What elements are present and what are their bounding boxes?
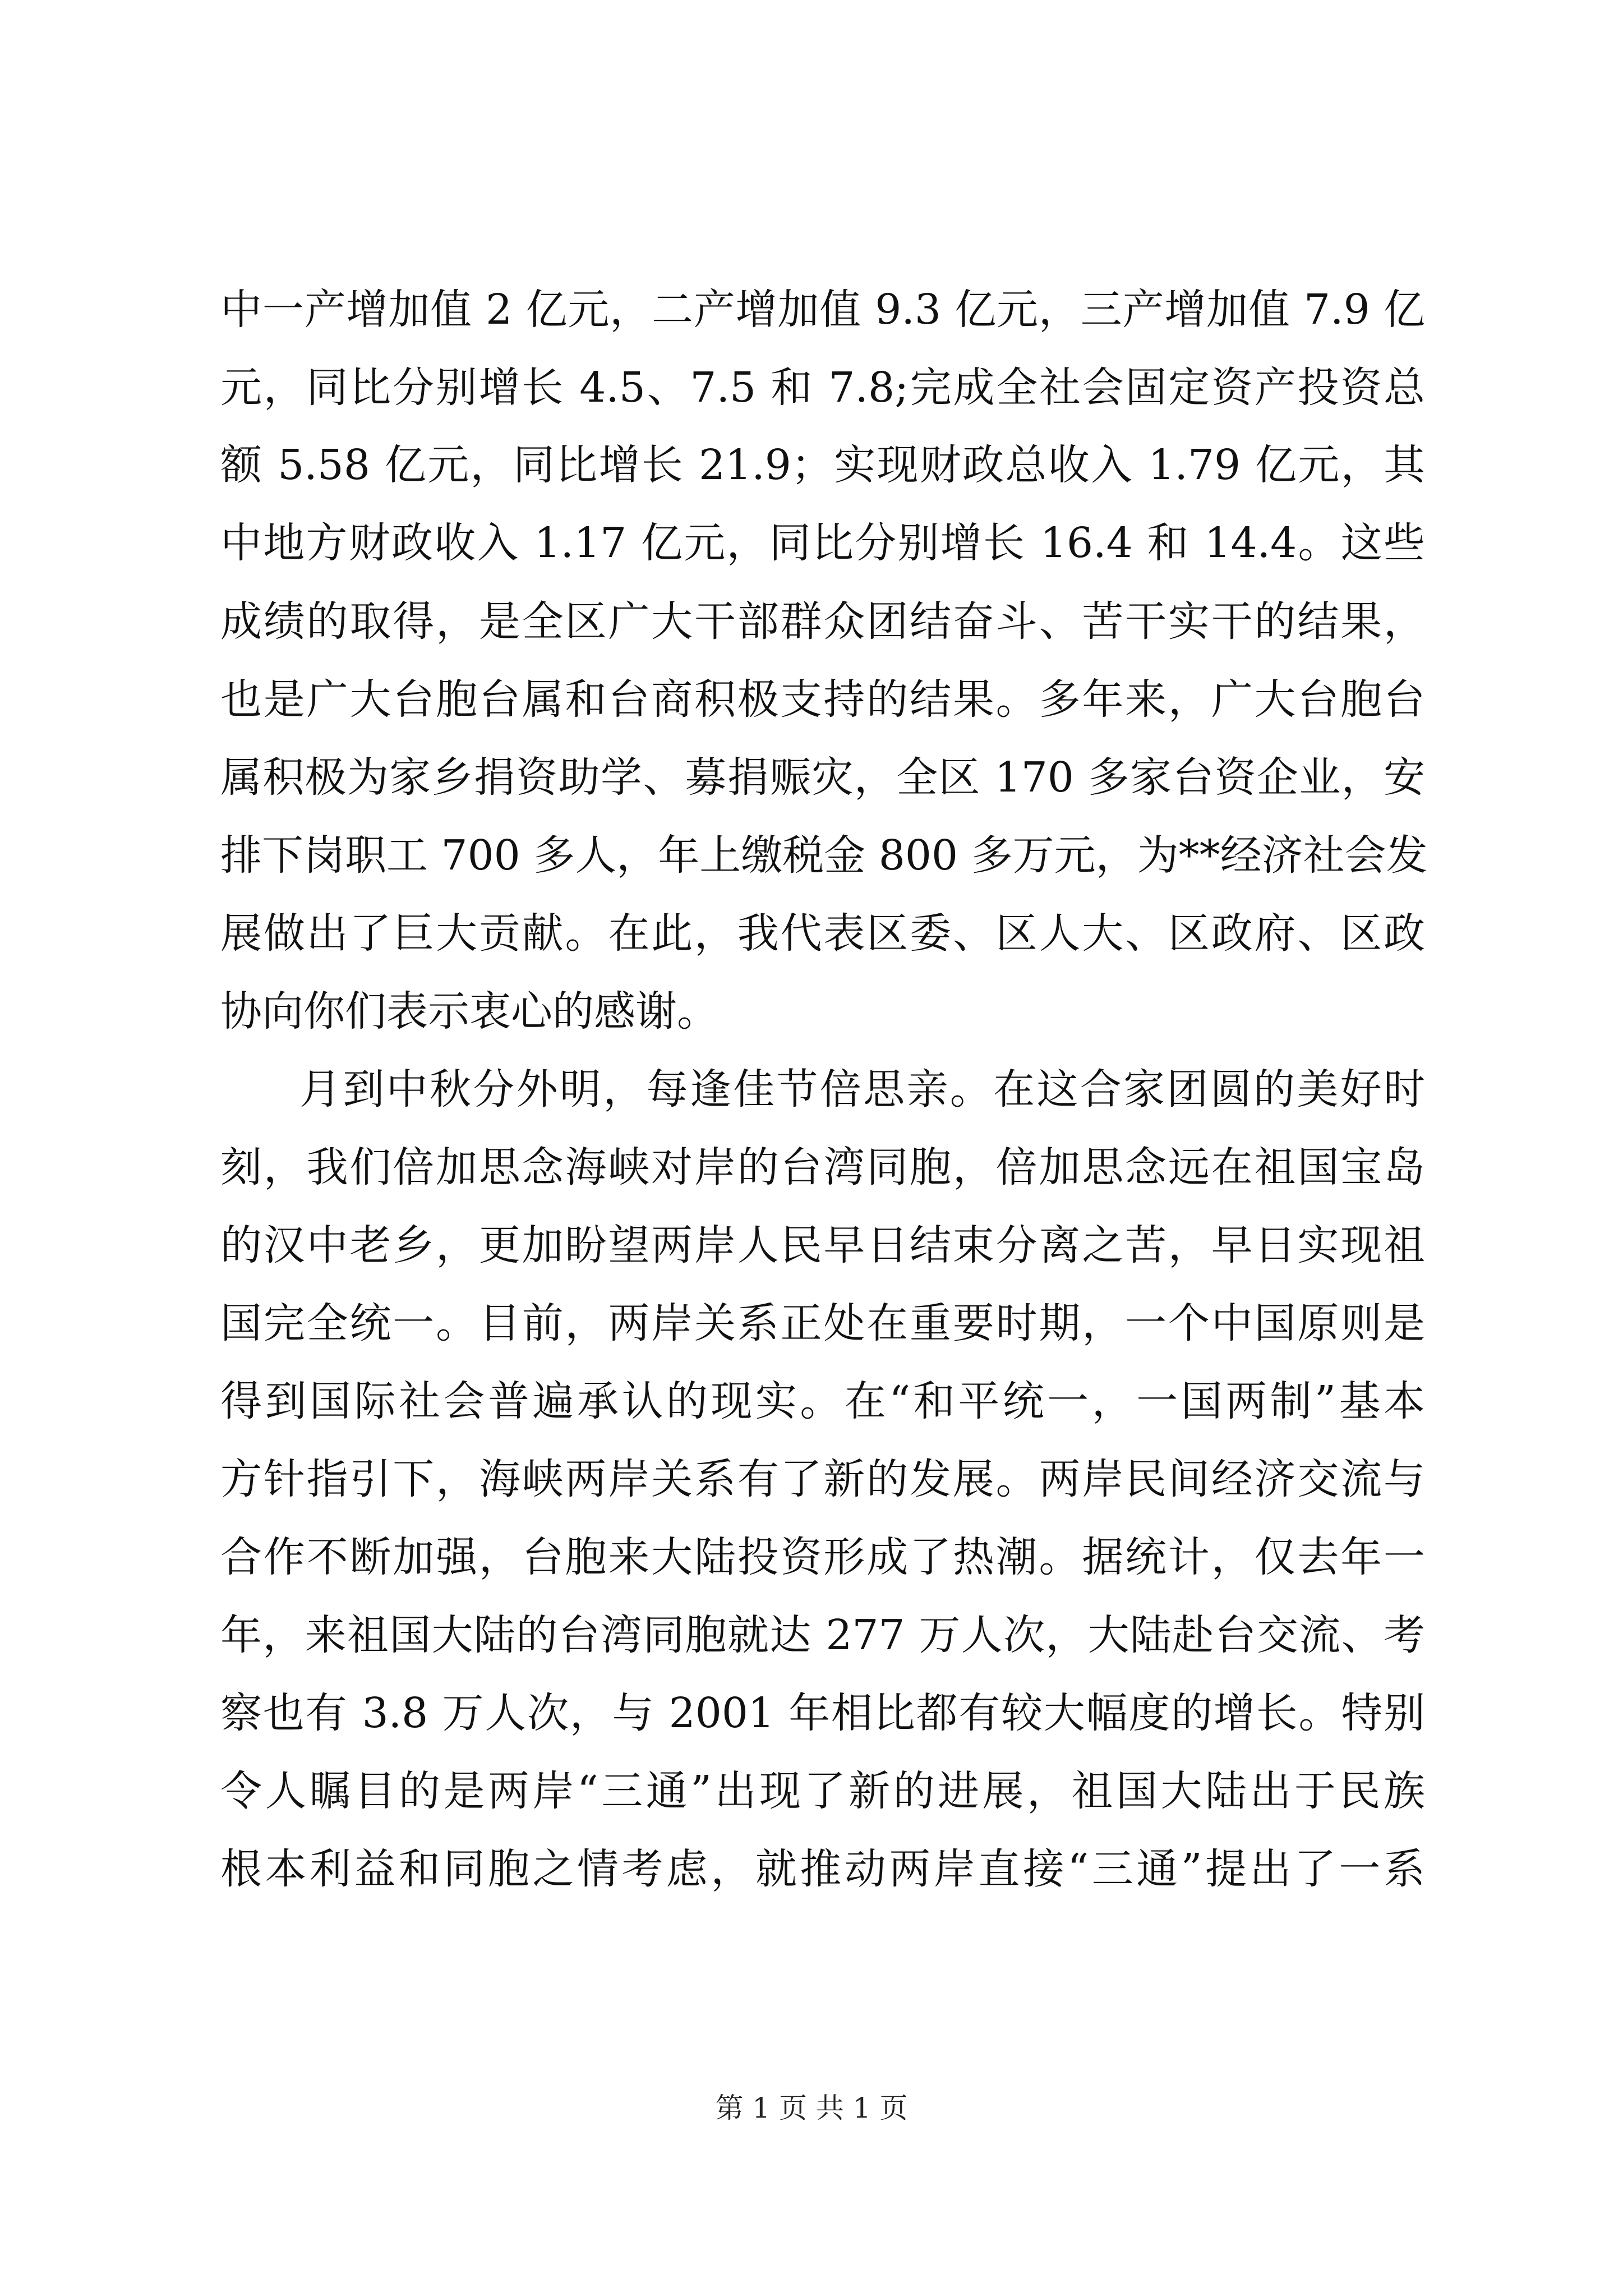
paragraph-2-line-8: 年，来祖国大陆的台湾同胞就达 277 万人次，大陆赴台交流、考	[220, 1611, 1425, 1659]
paragraph-2-line-9: 察也有 3.8 万人次，与 2001 年相比都有较大幅度的增长。特别	[220, 1689, 1425, 1737]
paragraph-2-line-3: 的汉中老乡，更加盼望两岸人民早日结束分离之苦，早日实现祖	[220, 1221, 1425, 1269]
paragraph-1-line-8: 排下岗职工 700 多人，年上缴税金 800 多万元，为**经济社会发	[220, 831, 1428, 880]
paragraph-2-line-6: 方针指引下，海峡两岸关系有了新的发展。两岸民间经济交流与	[220, 1455, 1425, 1503]
paragraph-2-line-11: 根本利益和同胞之情考虑，就推动两岸直接“三通”提出了一系	[220, 1845, 1425, 1893]
paragraph-2-line-4: 国完全统一。目前，两岸关系正处在重要时期，一个中国原则是	[220, 1299, 1425, 1347]
paragraph-1-line-6: 也是广大台胞台属和台商积极支持的结果。多年来，广大台胞台	[220, 675, 1425, 724]
paragraph-2-line-2: 刻，我们倍加思念海峡对岸的台湾同胞，倍加思念远在祖国宝岛	[220, 1143, 1425, 1191]
page-number-footer: 第 1 页 共 1 页	[715, 2092, 908, 2124]
paragraph-1-line-5: 成绩的取得，是全区广大干部群众团结奋斗、苦干实干的结果，	[220, 597, 1425, 646]
paragraph-1-line-4: 中地方财政收入 1.17 亿元，同比分别增长 16.4 和 14.4。这些	[220, 519, 1425, 567]
paragraph-2-line-7: 合作不断加强，台胞来大陆投资形成了热潮。据统计，仅去年一	[220, 1533, 1425, 1581]
paragraph-1-line-7: 属积极为家乡捐资助学、募捐赈灾，全区 170 多家台资企业，安	[220, 753, 1425, 802]
paragraph-2-line-10: 令人瞩目的是两岸“三通”出现了新的进展，祖国大陆出于民族	[220, 1767, 1425, 1815]
paragraph-1-line-2: 元，同比分别增长 4.5、7.5 和 7.8;完成全社会固定资产投资总	[220, 364, 1425, 412]
paragraph-1-line-9: 展做出了巨大贡献。在此，我代表区委、区人大、区政府、区政	[220, 909, 1425, 958]
paragraph-1-line-10: 协向你们表示衷心的感谢。	[220, 987, 718, 1036]
paragraph-2-line-5: 得到国际社会普遍承认的现实。在“和平统一，一国两制”基本	[220, 1377, 1425, 1425]
paragraph-1-line-3: 额 5.58 亿元，同比增长 21.9；实现财政总收入 1.79 亿元，其	[220, 441, 1425, 489]
paragraph-1-line-1: 中一产增加值 2 亿元，二产增加值 9.3 亿元，三产增加值 7.9 亿	[220, 286, 1425, 334]
paragraph-2-line-1: 月到中秋分外明，每逢佳节倍思亲。在这合家团圆的美好时	[299, 1065, 1425, 1114]
